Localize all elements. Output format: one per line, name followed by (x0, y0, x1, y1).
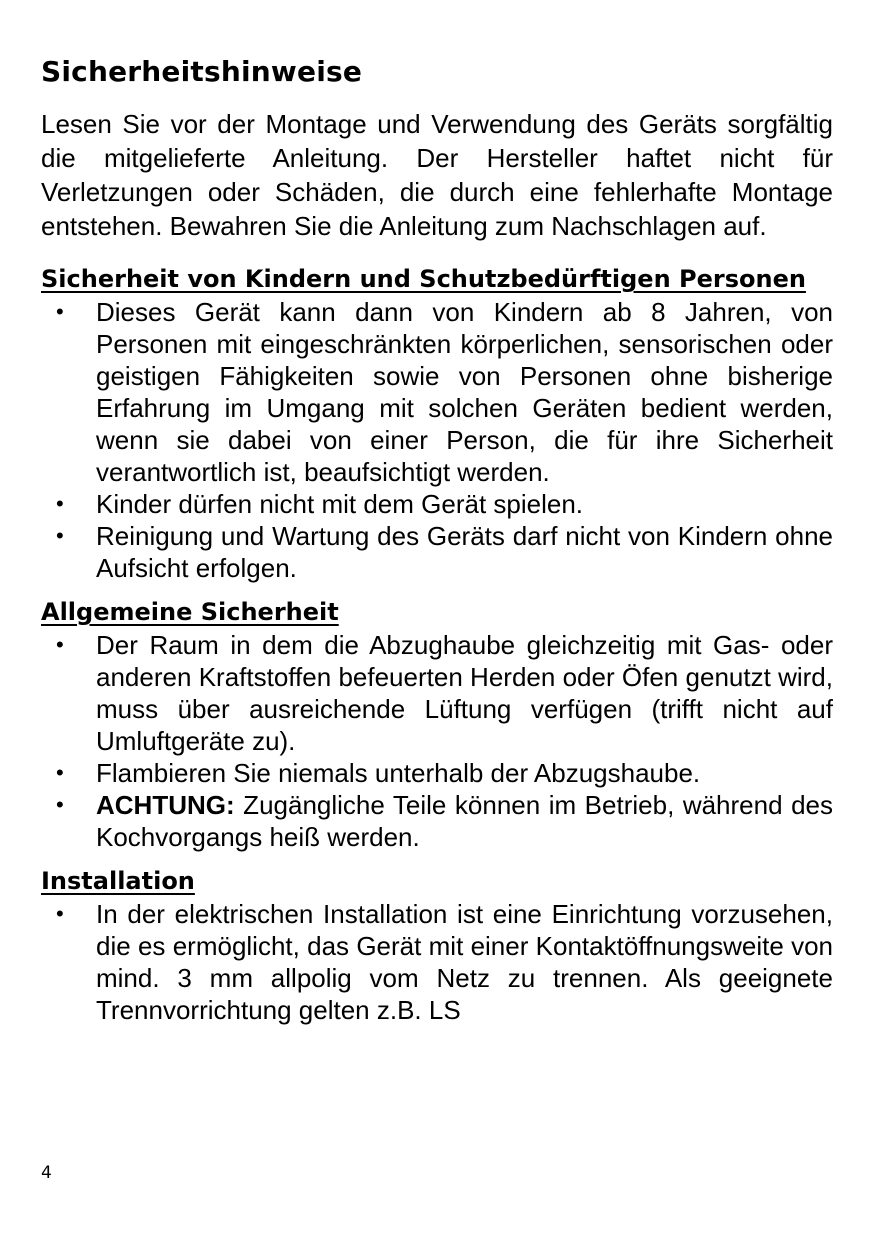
page-number: 4 (41, 1163, 52, 1183)
warning-label: ACHTUNG: (96, 790, 235, 820)
list-item (41, 520, 833, 584)
section-heading-general-safety: Allgemeine Sicherheit (41, 598, 339, 626)
list-item (41, 629, 833, 757)
section-heading-child-safety: Sicherheit von Kindern und Schutzbedürftigen Personen (41, 265, 806, 293)
list-item-text: Dieses Gerät kann dann von Kindern ab 8 Jahren, von Personen mit eingeschränkten körperlichen, sensorischen oder geistigen Fähigkeiten sowie von Personen ohne bisherige Erfahrung im Umgang mit solchen Geräten bedient werden, wenn sie dabei von einer Person, die für ihre Sicherheit verantwortlich ist, beaufsichtigt werden. (96, 297, 833, 487)
list-item (41, 898, 833, 1026)
list-item-text: Der Raum in dem die Abzughaube gleichzeitig mit Gas- oder anderen Kraftstoffen befeuerten Herden oder Öfen genutzt wird, muss über ausreichende Lüftung verfügen (trifft nicht auf Umluftgeräte zu). (96, 630, 833, 756)
intro-paragraph: Lesen Sie vor der Montage und Verwendung des Geräts sorgfältig die mitgelieferte Anleitung. Der Hersteller haftet nicht für Verletzungen oder Schäden, die durch eine fehlerhafte Montage entstehen. Bewahren Sie die Anleitung zum Nachschlagen auf. (41, 109, 833, 241)
list-item-text: Kinder dürfen nicht mit dem Gerät spielen. (96, 489, 584, 519)
list-item-text: Reinigung und Wartung des Geräts darf nicht von Kindern ohne Aufsicht erfolgen. (96, 521, 833, 583)
bullet-icon: • (56, 632, 64, 657)
list-item-text: In der elektrischen Installation ist eine Einrichtung vorzusehen, die es ermöglicht, das Gerät mit einer Kontaktöffnungsweite von mind. 3 mm allpolig vom Netz zu trennen. Als geeignete Trennvorrichtung gelten z.B. LS (96, 899, 833, 1025)
warning-text: Zugängliche Teile können im Betrieb, während des Kochvorgangs heiß werden. (96, 790, 833, 852)
bullet-icon: • (56, 760, 64, 785)
document-page (41, 52, 833, 1038)
bullet-icon: • (56, 792, 64, 817)
list-item (41, 488, 833, 520)
child-safety-list (41, 296, 833, 584)
page-title: Sicherheitshinweise (41, 55, 363, 88)
bullet-icon: • (56, 299, 64, 324)
list-item-text: Flambieren Sie niemals unterhalb der Abzugshaube. (96, 758, 701, 788)
section-heading-installation: Installation (41, 867, 195, 895)
bullet-icon: • (56, 523, 64, 548)
list-item (41, 296, 833, 488)
installation-list (41, 898, 833, 1026)
list-item-warning (41, 789, 833, 853)
general-safety-list (41, 629, 833, 853)
list-item (41, 757, 833, 789)
bullet-icon: • (56, 901, 64, 926)
bullet-icon: • (56, 491, 64, 516)
